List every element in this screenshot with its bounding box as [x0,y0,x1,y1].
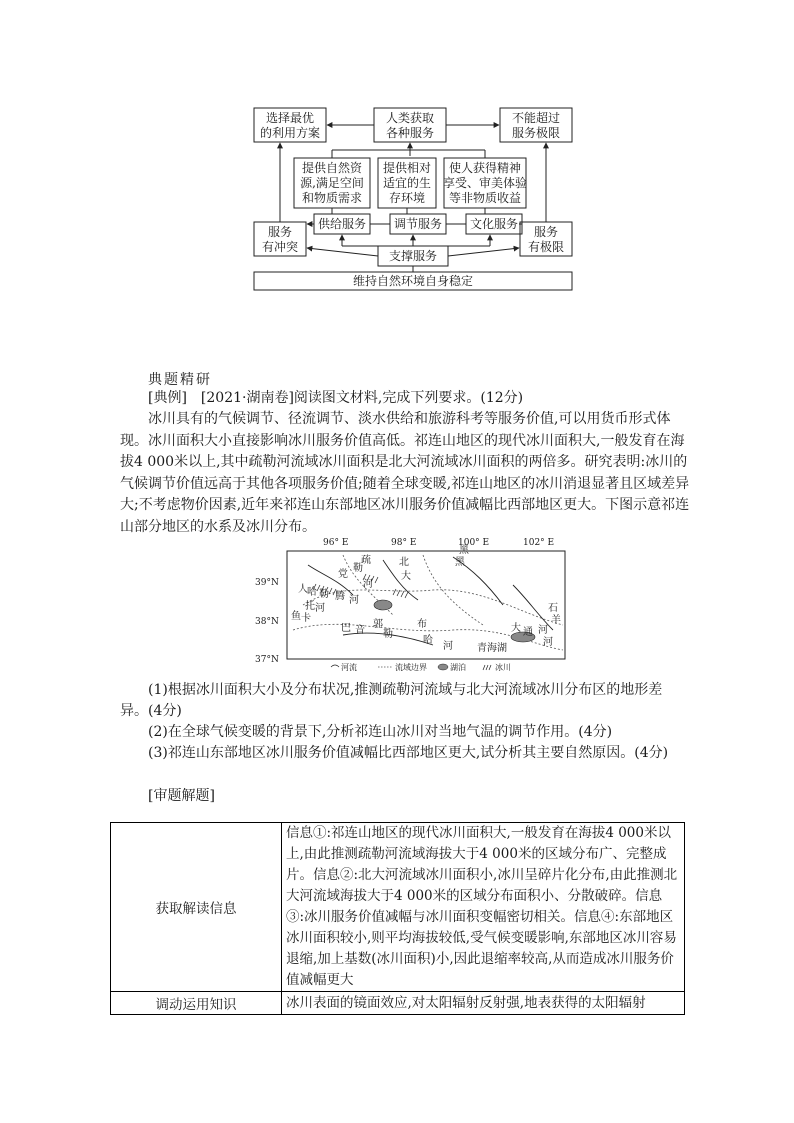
place-21: 哈 [423,635,433,646]
place-25: 河 [538,625,548,636]
label-conflict-2: 有冲突 [261,240,299,254]
label-limit-1: 不能超过 [511,111,561,125]
label-resources-3: 和物质需求 [301,191,363,205]
question-3-text: (3)祁连山东部地区冰川服务价值减幅比西部地区更大,试分析其主要自然原因。(4分) [148,745,669,761]
legend-boundary: 流域边界 [395,663,427,672]
label-human-1: 人类获取 [385,111,435,125]
review-table [110,822,685,1015]
label-optimal-2: 的利用方案 [259,126,321,140]
place-22: 河 [443,641,453,652]
qilian-mountains-map [255,535,573,673]
label-culture: 文化服务 [469,217,519,231]
place-5: 大 [401,571,411,582]
place-15: 卡 [301,613,311,624]
legend-river: 河流 [341,663,357,672]
place-14: 鱼 [291,611,301,622]
place-24: 羊 [551,615,561,626]
legend-glacier: 冰川 [495,663,511,672]
table-row [111,992,685,1015]
place-9: 勒 [319,589,329,600]
question-1-text: (1)根据冰川面积大小及分布状况,推测疏勒河流域与北大河流域冰川分布区的地形差异。(4分) [120,682,663,719]
place-7: 人 [298,584,308,595]
place-12: 托 [305,601,315,612]
lon-102: 102° E [523,538,555,548]
label-env-1: 提供相对 [382,161,432,175]
legend-lake: 湖泊 [450,663,466,672]
place-19: 勒 [383,629,393,640]
lon-98: 98° E [391,538,417,548]
place-16: 巴 [341,623,351,634]
label-resources-2: 源,满足空间 [300,176,364,190]
label-env-2: 适宜的生 [382,176,432,190]
row-content-0: 信息①:祁连山地区的现代冰川面积大,一般发育在海拔4 000米以上,由此推测疏勒河流域海拔大于4 000米的区域分布广、完整成片。信息②:北大河流域冰川面积小,冰川呈碎片化分布,由此推测北大河流域海拔大于4 000米的区域分布面积小、分散破碎。信息③:冰川服务价值减幅与冰川面积变幅密切相关。信息④:东部地区冰川面积较小,则平均海拔较低,受气候变暖影响,东部地区冰川容易退缩,加上基数(冰川面积)小,因此退缩率较高,从而造成冰川服务价值减幅更大 [282,823,685,992]
place-18: 郭 [373,619,383,630]
label-spirit-3: 等非物质收益 [448,191,522,205]
label-resources-1: 提供自然资 [301,161,363,175]
section-heading: 典题精研 [148,372,212,388]
lon-100: 100° E [458,538,490,548]
question-2-text: (2)在全球气候变暖的背景下,分析祁连山冰川对当地气温的调节作用。(4分) [148,724,613,740]
label-supply: 供给服务 [317,217,367,231]
row-label-0: 获取解读信息 [111,823,282,992]
place-29: 青海湖 [477,643,507,654]
question-2 [120,722,690,743]
place-11: 河 [349,595,359,606]
label-optimal-1: 选择最优 [265,111,315,125]
review-heading: [审题解题] [148,788,215,804]
question-1 [120,680,690,722]
material-text: 冰川具有的气候调节、径流调节、淡水供给和旅游科考等服务价值,可以用货币形式体现。冰川面积大小直接影响冰川服务价值高低。祁连山地区的现代冰川面积大,一般发育在海拔4 000米以上,其中疏勒河流域冰川面积是北大河流域冰川面积的两倍多。研究表明:冰川的气候调节价值远高于其他各项服务价值;随着全球变暖,祁连山地区的冰川消退显著且区域差异大;不考虑物价因素,近年来祁连山东部地区冰川服务价值减幅比西部地区更大。下图示意祁连山部分地区的水系及冰川分布。 [120,411,690,535]
ecosystem-services-diagram [250,104,575,294]
place-17: 音 [355,625,365,636]
label-max-2: 有极限 [527,240,565,254]
lat-37: 37°N [255,655,279,665]
place-13: 河 [315,603,325,614]
place-3: 勒 [353,563,363,574]
place-1: 党 [338,569,348,580]
label-support: 支撑服务 [388,249,438,263]
row-label-1: 调动运用知识 [111,992,282,1015]
label-base: 维持自然环境自身稳定 [352,274,474,288]
label-regulate: 调节服务 [393,217,443,231]
label-human-2: 各种服务 [385,126,435,140]
place-10: 腾 [335,591,345,602]
place-0: 疏 [361,555,371,566]
place-27: 通 [523,627,533,638]
place-2: 河 [363,579,373,590]
place-8: 哈 [307,587,317,598]
question-3 [120,743,690,764]
label-spirit-1: 使人获得精神 [448,161,522,175]
label-spirit-2: 享受、审美体验 [442,176,528,190]
lat-38: 38°N [255,617,279,627]
material-paragraph [120,409,690,538]
label-limit-2: 服务极限 [511,126,561,140]
place-26: 大 [511,623,521,634]
label-conflict-1: 服务 [267,225,293,239]
row-content-1: 冰川表面的镜面效应,对太阳辐射反射强,地表获得的太阳辐射 [282,992,685,1015]
place-4: 北 [399,557,409,568]
label-max-1: 服务 [533,225,559,239]
place-23: 石 [548,603,558,614]
table-row [111,823,685,992]
label-env-3: 存环境 [388,191,426,205]
place-20: 布 [417,619,427,630]
place-30: 黑 [459,545,469,556]
place-6: 黑 [455,557,465,568]
lon-96: 96° E [323,538,349,548]
place-28: 河 [543,637,553,648]
lat-39: 39°N [255,578,279,588]
example-line: [典例] [2021·湖南卷]阅读图文材料,完成下列要求。(12分) [148,390,524,406]
